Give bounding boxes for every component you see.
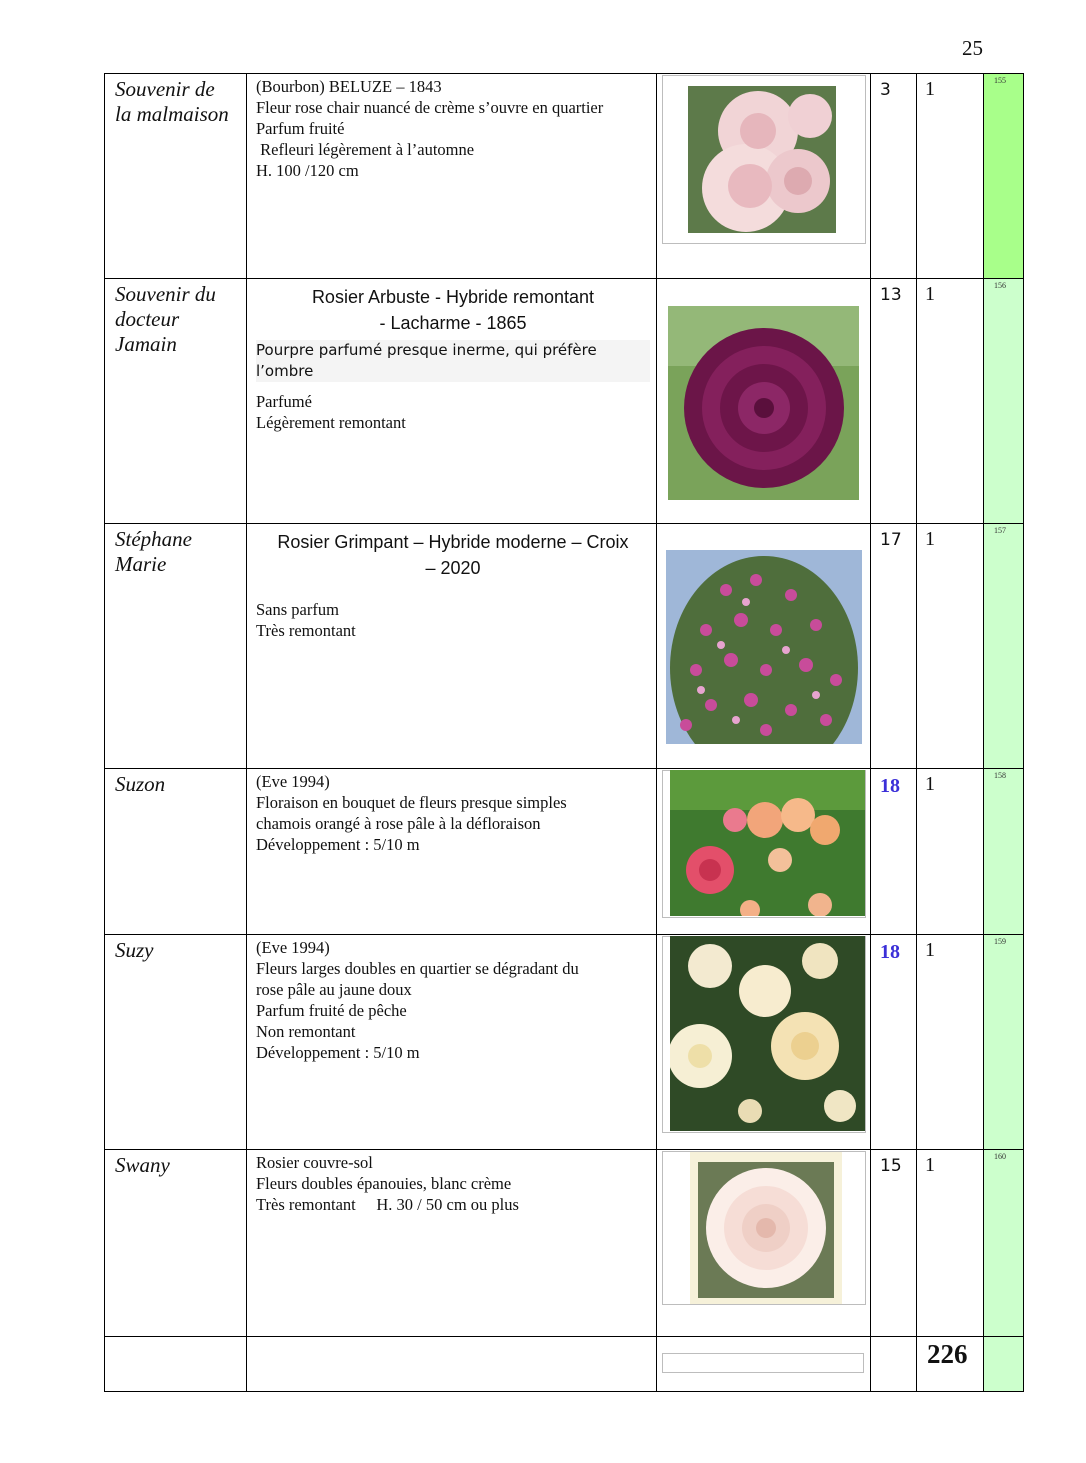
rose-price: 15 xyxy=(871,1150,917,1337)
rose-description: (Eve 1994) Floraison en bouquet de fleurs presque simples chamois orangé à rose pâle à la défloraison Développement : 5/10 m xyxy=(247,769,657,935)
empty-image-cell xyxy=(657,1337,871,1392)
rose-photo xyxy=(688,86,836,233)
rose-description: Rosier Grimpant – Hybride moderne – Croix – 2020 Sans parfum Très remontant xyxy=(247,524,657,769)
rose-image-cell xyxy=(657,524,871,769)
table-row xyxy=(105,74,1024,279)
rose-photo xyxy=(670,770,865,916)
empty-cell xyxy=(247,1337,657,1392)
rose-photo xyxy=(670,936,865,1131)
rose-number: 156 xyxy=(984,279,1024,524)
rose-number: 157 xyxy=(984,524,1024,769)
empty-cell xyxy=(871,1337,917,1392)
rose-catalog-table xyxy=(104,73,1024,1392)
rose-quantity: 1 xyxy=(917,74,984,279)
rose-quantity: 1 xyxy=(917,524,984,769)
rose-description: (Eve 1994) Fleurs larges doubles en quartier se dégradant du rose pâle au jaune doux Parfum fruité de pêche Non remontant Développement : 5/10 m xyxy=(247,935,657,1150)
page-number: 25 xyxy=(962,36,983,60)
rose-price: 3 xyxy=(871,74,917,279)
rose-image-cell xyxy=(657,74,871,279)
rose-photo xyxy=(690,1152,842,1304)
empty-cell xyxy=(105,1337,247,1392)
table-row xyxy=(105,279,1024,524)
image-frame xyxy=(662,1353,864,1373)
rose-photo xyxy=(666,550,862,744)
rose-number: 155 xyxy=(984,74,1024,279)
rose-name: Swany xyxy=(105,1150,247,1337)
rose-number: 158 xyxy=(984,769,1024,935)
rose-name: Stéphane Marie xyxy=(105,524,247,769)
rose-quantity: 1 xyxy=(917,935,984,1150)
total-row xyxy=(105,1337,1024,1392)
rose-quantity: 1 xyxy=(917,1150,984,1337)
rose-number: 159 xyxy=(984,935,1024,1150)
rose-name: Suzon xyxy=(105,769,247,935)
rose-quantity: 1 xyxy=(917,279,984,524)
rose-price: 13 xyxy=(871,279,917,524)
table-row xyxy=(105,935,1024,1150)
rose-quantity: 1 xyxy=(917,769,984,935)
rose-price: 18 xyxy=(871,935,917,1150)
rose-number: 160 xyxy=(984,1150,1024,1337)
rose-photo xyxy=(668,306,859,500)
table-row xyxy=(105,524,1024,769)
rose-description: Rosier couvre-sol Fleurs doubles épanouies, blanc crème Très remontant H. 30 / 50 cm ou plus xyxy=(247,1150,657,1337)
table-row xyxy=(105,769,1024,935)
table-row xyxy=(105,1150,1024,1337)
rose-name: Souvenir du docteur Jamain xyxy=(105,279,247,524)
rose-image-cell xyxy=(657,279,871,524)
rose-name: Suzy xyxy=(105,935,247,1150)
rose-description: Rosier Arbuste - Hybride remontant - Lacharme - 1865 Pourpre parfumé presque inerme, qui préfère l’ombre Parfumé Légèrement remontant xyxy=(247,279,657,524)
rose-image-cell xyxy=(657,1150,871,1337)
highlight-note: Pourpre parfumé presque inerme, qui préfère l’ombre xyxy=(256,340,650,382)
rose-price: 18 xyxy=(871,769,917,935)
rose-image-cell xyxy=(657,769,871,935)
rose-description: (Bourbon) BELUZE – 1843 Fleur rose chair nuancé de crème s’ouvre en quartier Parfum fruité Refleuri légèrement à l’automne H. 100 /120 cm xyxy=(247,74,657,279)
empty-number-cell xyxy=(984,1337,1024,1392)
rose-image-cell xyxy=(657,935,871,1150)
total-quantity: 226 xyxy=(917,1337,984,1392)
rose-name: Souvenir de la malmaison xyxy=(105,74,247,279)
rose-price: 17 xyxy=(871,524,917,769)
